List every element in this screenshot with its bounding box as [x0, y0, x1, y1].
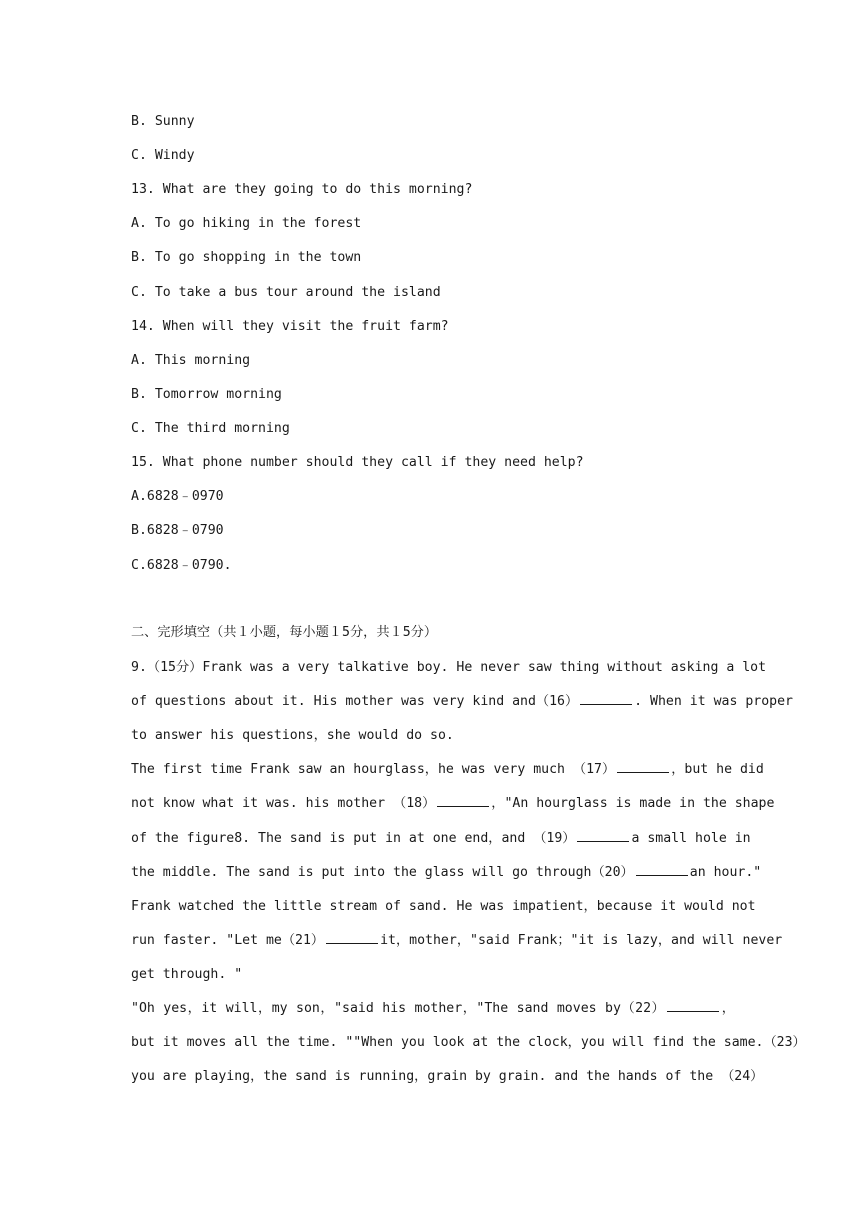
passage-text: ，"An hourglass is made in the shape [491, 796, 775, 811]
q13-option-b: B. To go shopping in the town [131, 250, 362, 265]
q15-option-c: C.6828﹣0790. [131, 558, 232, 573]
answer-blank-16[interactable] [580, 692, 632, 705]
q14-option-b: B. Tomorrow morning [131, 387, 282, 402]
q13-option-c: C. To take a bus tour around the island [131, 285, 441, 300]
passage-text: ， [721, 1001, 735, 1016]
passage-text: ，but he did [671, 762, 764, 777]
q13-question: 13. What are they going to do this morning? [131, 182, 473, 197]
passage-text: The first time Frank saw an hourglass，he was very much （17） [131, 762, 616, 777]
passage-text: of the figure8. The sand is put in at one end，and （19） [131, 831, 576, 846]
passage-line [131, 692, 793, 712]
passage-line [131, 999, 735, 1019]
passage-line [131, 760, 764, 780]
passage-text: it，mother，"said Frank；"it is lazy，and will never [380, 933, 783, 948]
passage-text: a small hole in [631, 831, 751, 846]
answer-blank-22[interactable] [667, 999, 719, 1012]
answer-blank-20[interactable] [636, 863, 688, 876]
passage-text: . When it was proper [634, 694, 793, 709]
passage-line: get through. " [131, 967, 243, 982]
passage-line [131, 863, 762, 883]
passage-text: "Oh yes，it will，my son，"said his mother，"The sand moves by（22） [131, 1001, 666, 1016]
passage-line: but it moves all the time. ""When you look at the clock，you will find the same.（23） [131, 1035, 806, 1050]
passage-text: not know what it was. his mother （18） [131, 796, 436, 811]
answer-blank-21[interactable] [326, 931, 378, 944]
passage-line [131, 829, 751, 849]
passage-text: the middle. The sand is put into the glass will go through（20） [131, 865, 634, 880]
q15-option-b: B.6828﹣0790 [131, 523, 224, 538]
passage-line: to answer his questions，she would do so. [131, 728, 454, 743]
q15-option-a: A.6828﹣0970 [131, 489, 224, 504]
q12-option-c: C. Windy [131, 148, 195, 163]
answer-blank-17[interactable] [617, 760, 669, 773]
q13-option-a: A. To go hiking in the forest [131, 216, 362, 231]
passage-line: 9.（15分）Frank was a very talkative boy. He never saw thing without asking a lot [131, 660, 767, 675]
section-heading: 二、完形填空（共１小题，每小题１5分，共１5分） [131, 625, 438, 640]
passage-text: run faster. "Let me（21） [131, 933, 325, 948]
passage-line: Frank watched the little stream of sand. He was impatient，because it would not [131, 899, 756, 914]
passage-line [131, 794, 775, 814]
q15-question: 15. What phone number should they call if they need help? [131, 455, 584, 470]
q14-option-c: C. The third morning [131, 421, 290, 436]
passage-line: you are playing，the sand is running，grain by grain. and the hands of the （24） [131, 1069, 764, 1084]
q12-option-b: B. Sunny [131, 114, 195, 129]
passage-line [131, 931, 783, 951]
q14-option-a: A. This morning [131, 353, 251, 368]
answer-blank-19[interactable] [577, 829, 629, 842]
passage-text: of questions about it. His mother was very kind and（16） [131, 694, 579, 709]
answer-blank-18[interactable] [437, 794, 489, 807]
passage-text: an hour." [689, 865, 762, 880]
q14-question: 14. When will they visit the fruit farm? [131, 319, 449, 334]
